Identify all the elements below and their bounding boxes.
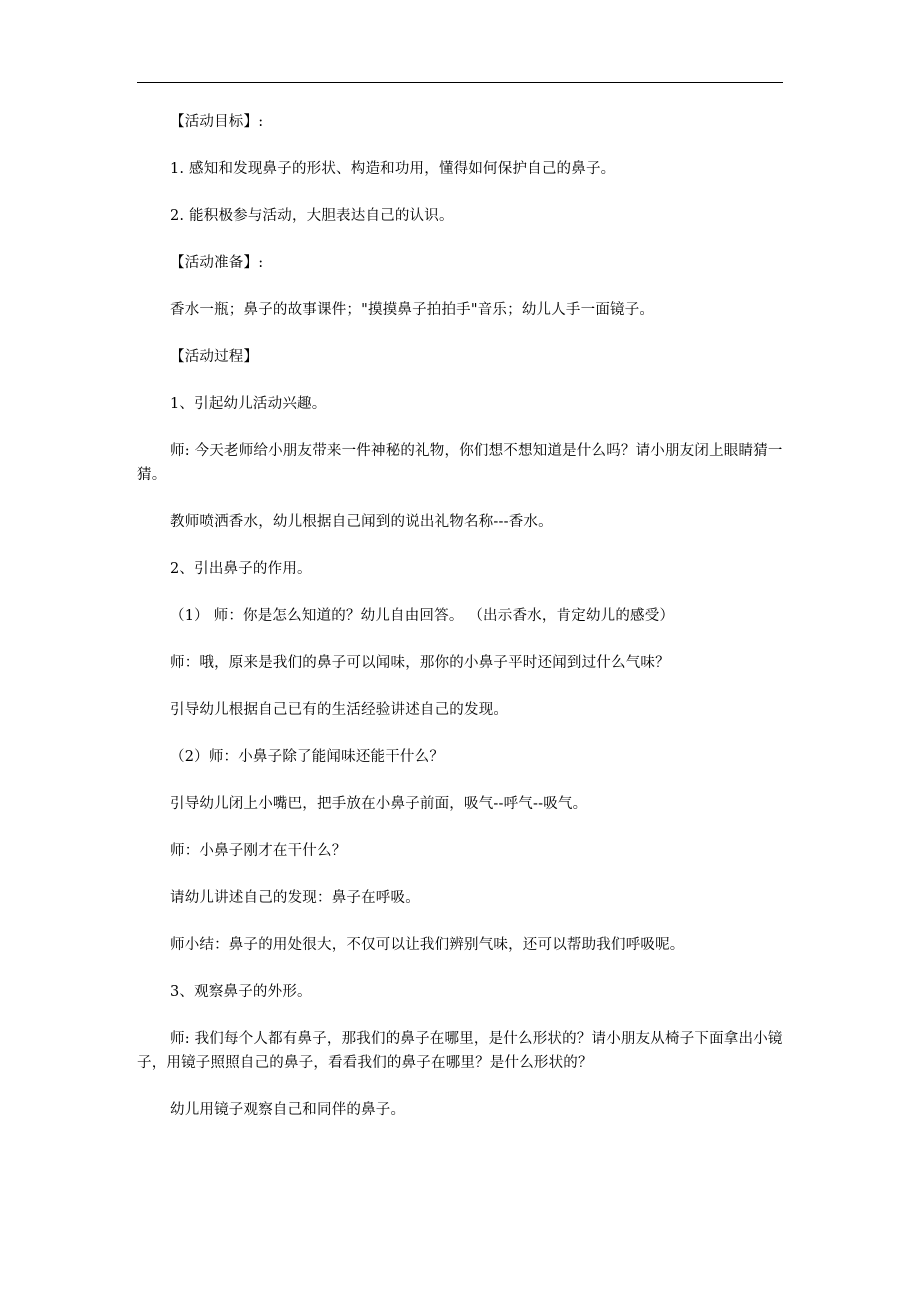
- step-2-heading: 2、引出鼻子的作用。: [170, 561, 312, 577]
- child-discovery-text: 请幼儿讲述自己的发现：鼻子在呼吸。: [170, 890, 420, 906]
- step-1-heading: 1、引起幼儿活动兴趣。: [170, 396, 327, 412]
- question-1-text: （1） 师：你是怎么知道的？幼儿自由回答。 （出示香水，肯定幼儿的感受）: [170, 608, 675, 624]
- header-rule: [137, 82, 783, 83]
- mirror-instruction-text: 师: 我们每个人都有鼻子，那我们的鼻子在哪里，是什么形状的？请小朋友从椅子下面拿出小镜子，用镜子照照自己的鼻子，看看我们的鼻子在哪里？是什么形状的？: [137, 1031, 783, 1071]
- section-heading-goals: 【活动目标】:: [170, 114, 264, 130]
- step-3-heading: 3、观察鼻子的外形。: [170, 984, 312, 1000]
- document-body: [137, 110, 787, 1145]
- guide-experience-text: 引导幼儿根据自己已有的生活经验讲述自己的发现。: [170, 702, 509, 718]
- question-2-text: （2）师：小鼻子除了能闻味还能干什么？: [170, 749, 445, 765]
- goal-item-2: 2. 能积极参与活动，大胆表达自己的认识。: [170, 208, 454, 224]
- teacher-summary-text: 师小结：鼻子的用处很大，不仅可以让我们辨别气味，还可以帮助我们呼吸呢。: [170, 937, 685, 953]
- mirror-observation-text: 幼儿用镜子观察自己和同伴的鼻子。: [170, 1102, 406, 1118]
- teacher-question-text: 师：小鼻子刚才在干什么？: [170, 843, 347, 859]
- preparation-text: 香水一瓶；鼻子的故事课件；"摸摸鼻子拍拍手"音乐；幼儿人手一面镜子。: [170, 302, 655, 318]
- perfume-activity-text: 教师喷洒香水，幼儿根据自己闻到的说出礼物名称---香水。: [170, 514, 553, 530]
- section-heading-preparation: 【活动准备】:: [170, 255, 264, 271]
- breathing-guide-text: 引导幼儿闭上小嘴巴，把手放在小鼻子前面，吸气--呼气--吸气。: [170, 796, 588, 812]
- teacher-intro-text: 师: 今天老师给小朋友带来一件神秘的礼物，你们想不想知道是什么吗？请小朋友闭上眼睛猜一猜。: [137, 443, 783, 483]
- teacher-smell-text: 师：哦，原来是我们的鼻子可以闻味，那你的小鼻子平时还闻到过什么气味？: [170, 655, 670, 671]
- goal-item-1: 1. 感知和发现鼻子的形状、构造和功用，懂得如何保护自己的鼻子。: [170, 161, 616, 177]
- section-heading-process: 【活动过程】: [170, 349, 259, 365]
